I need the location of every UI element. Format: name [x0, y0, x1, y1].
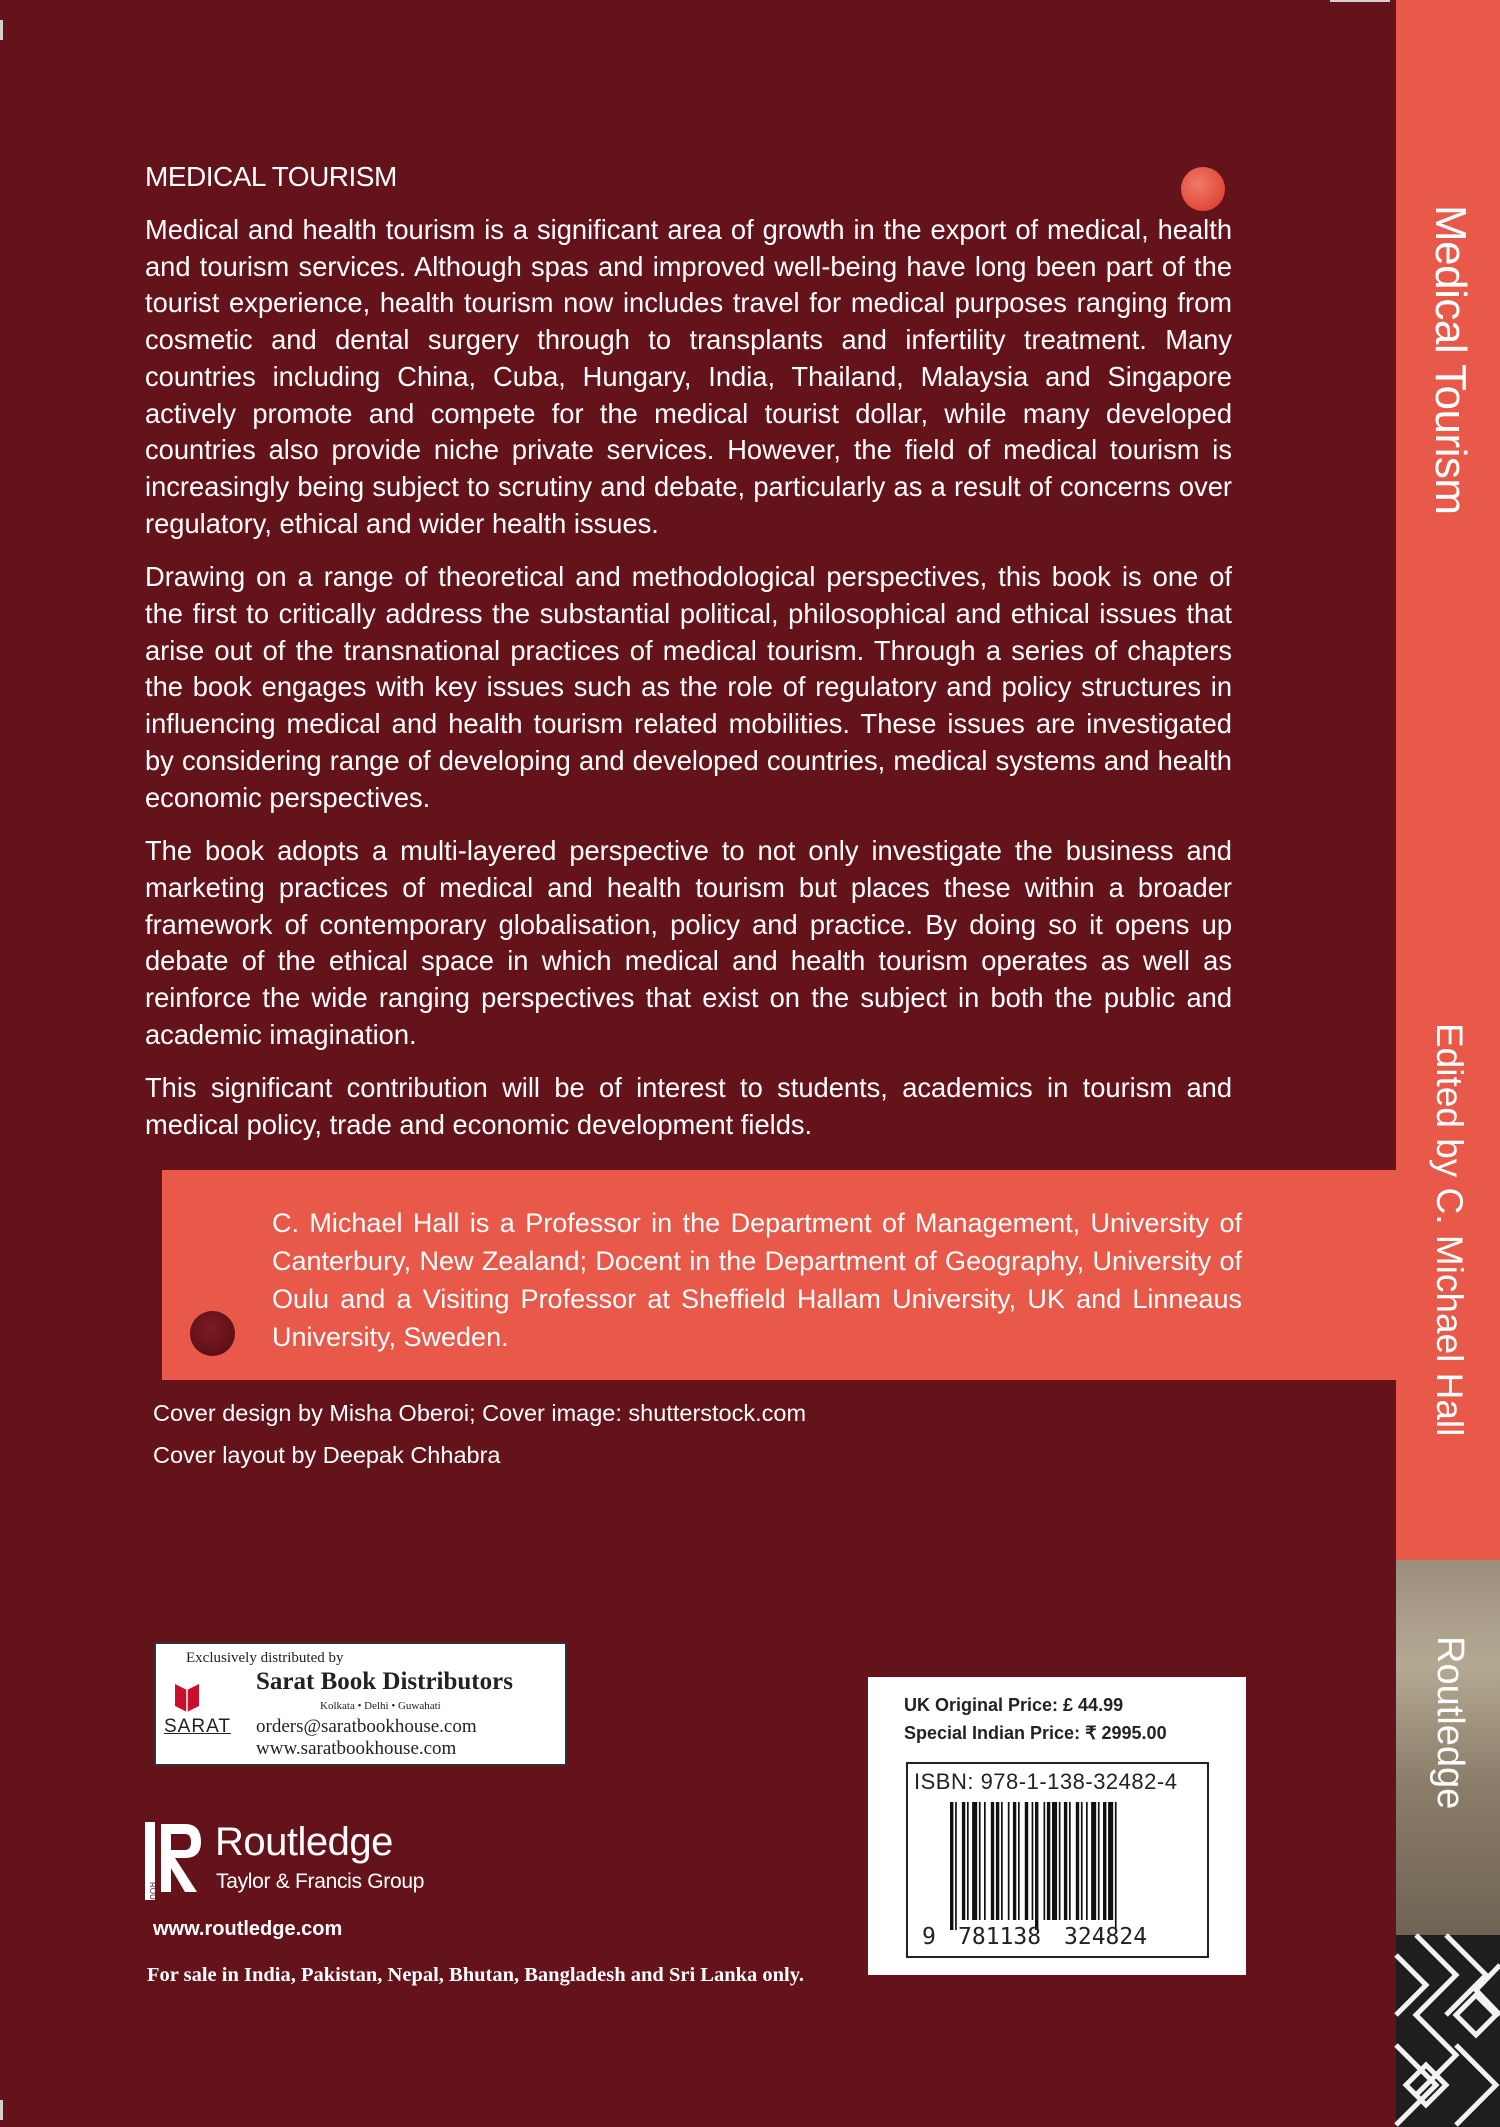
publisher-website: www.routledge.com	[153, 1918, 343, 1940]
price-barcode-box	[868, 1677, 1246, 1975]
sale-notice: For sale in India, Pakistan, Nepal, Bhutan, Bangladesh and Sri Lanka only.	[147, 1964, 804, 1986]
blurb	[145, 212, 1232, 1161]
spine-editor: Edited by C. Michael Hall	[1429, 1023, 1470, 1437]
back-cover-heading: MEDICAL TOURISM	[145, 161, 397, 192]
isbn-block	[906, 1762, 1209, 1958]
decorative-dot	[190, 1311, 235, 1356]
decorative-dot	[1181, 167, 1225, 211]
publisher-name: Routledge	[215, 1820, 393, 1864]
blurb-paragraph: Medical and health tourism is a significant area of growth in the export of medical, health and tourism services. Although spas and improved well-being have long been part of the tourist experience, health tourism now includes travel for medical purposes ranging from cosmetic and dental surgery through to transplants and infertility treatment. Many countries including China, Cuba, Hungary, India, Thailand, Malaysia and Singapore actively promote and compete for the medical tourist dollar, while many developed countries also provide niche private services. However, the field of medical tourism is increasingly being subject to scrutiny and debate, particularly as a result of concerns over regulatory, ethical and wider health issues.	[145, 214, 1232, 539]
spine-pattern	[1396, 1935, 1500, 2127]
barcode-icon	[950, 1802, 1176, 1930]
distributor-box	[154, 1642, 567, 1766]
author-bio: C. Michael Hall is a Professor in the Department of Management, University of Canterbury, New Zealand; Docent in the Department of Geography, University of Oulu and a Visiting Professor at Sheffield Hallam University, UK and Linneaus University, Sweden.	[272, 1208, 1242, 1352]
routledge-logo-text: ROUTLEDGE	[148, 1882, 157, 1932]
crop-mark	[0, 2100, 3, 2120]
distributor-name: Sarat Book Distributors	[256, 1668, 513, 1695]
distributor-intro: Exclusively distributed by	[186, 1650, 344, 1666]
uk-price: UK Original Price: £ 44.99	[904, 1695, 1124, 1715]
spine-title: Medical Tourism	[1426, 205, 1475, 515]
barcode-digits: 781138	[958, 1924, 1042, 1950]
publisher-group: Taylor & Francis Group	[216, 1870, 425, 1893]
crop-mark	[1330, 0, 1390, 2]
sarat-logo-icon	[172, 1680, 202, 1712]
blurb-paragraph: The book adopts a multi-layered perspective to not only investigate the business and marketing practices of medical and health tourism but places these within a broader framework of contemporary globalisation, policy and practice. By doing so it opens up debate of the ethical space in which medical and health tourism operates as well as reinforce the wide ranging perspectives that exist on the subject in both the public and academic imagination.	[145, 835, 1232, 1050]
barcode-digits: 324824	[1064, 1924, 1148, 1950]
blurb-paragraph: This significant contribution will be of interest to students, academics in tourism and medical policy, trade and economic development fields.	[145, 1072, 1232, 1141]
distributor-email: orders@saratbookhouse.com	[256, 1716, 477, 1737]
indian-price: Special Indian Price: ₹ 2995.00	[904, 1723, 1167, 1743]
distributor-website: www.saratbookhouse.com	[256, 1738, 457, 1759]
barcode-digits: 9	[922, 1924, 936, 1950]
cover-layout-credit: Cover layout by Deepak Chhabra	[153, 1442, 501, 1468]
sarat-logo-text: SARAT	[164, 1716, 231, 1737]
blurb-paragraph: Drawing on a range of theoretical and methodological perspectives, this book is one of the first to critically address the substantial political, philosophical and ethical issues that arise out of the transnational practices of medical tourism. Through a series of chapters the book engages with key issues such as the role of regulatory and policy structures in influencing medical and health tourism related mobilities. These issues are investigated by considering range of developing and developed countries, medical systems and health economic perspectives.	[145, 561, 1232, 813]
spine-publisher: Routledge	[1429, 1636, 1471, 1810]
crop-mark	[0, 20, 3, 40]
routledge-logo-icon	[145, 1822, 205, 1932]
isbn-number: ISBN: 978-1-138-32482-4	[914, 1769, 1178, 1794]
cover-design-credit: Cover design by Misha Oberoi; Cover image: shutterstock.com	[153, 1400, 807, 1426]
distributor-cities: Kolkata • Delhi • Guwahati	[320, 1700, 441, 1712]
